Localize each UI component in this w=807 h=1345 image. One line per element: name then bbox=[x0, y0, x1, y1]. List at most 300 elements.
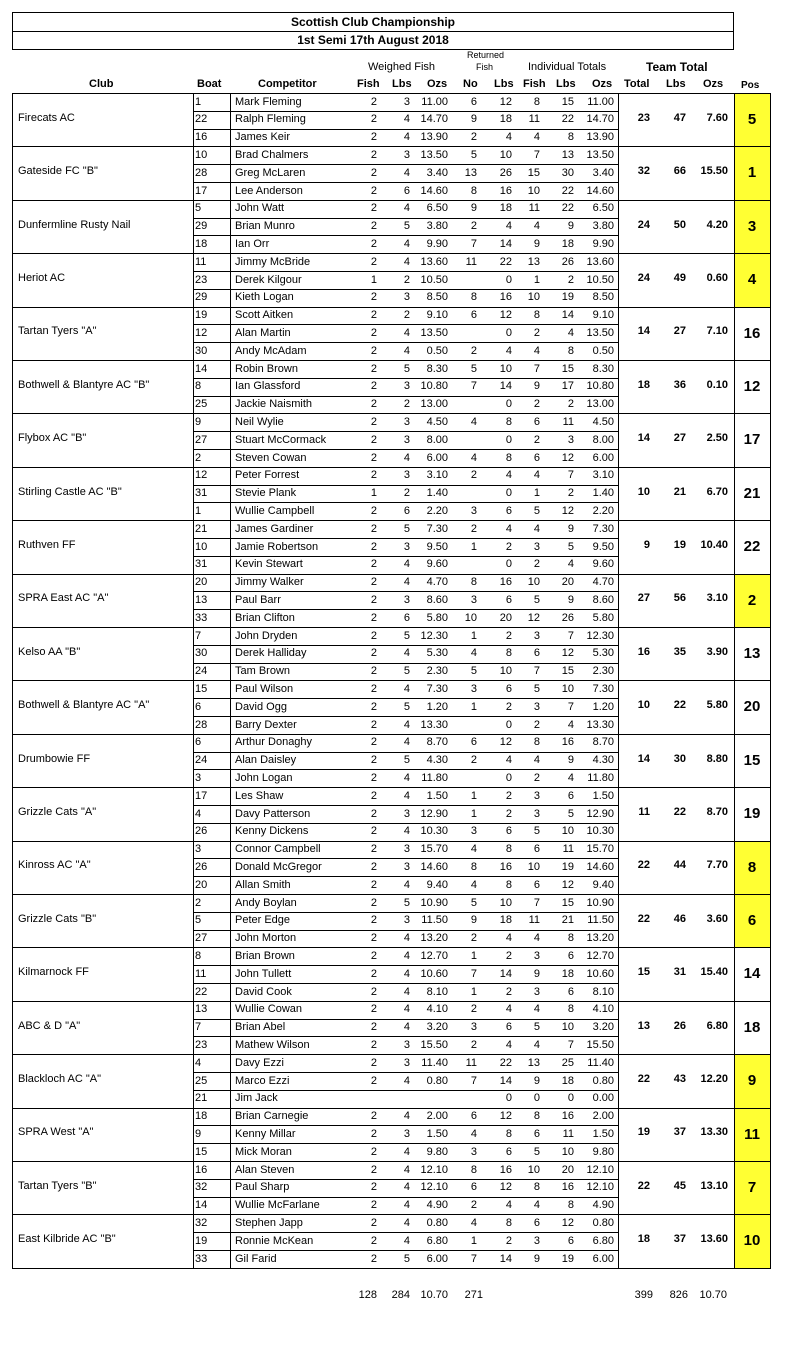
cell-ind-lbs: 5 bbox=[567, 807, 574, 820]
cell-lbs: 4 bbox=[403, 202, 410, 215]
cell-returned-no: 4 bbox=[470, 843, 477, 856]
cell-ind-fish: 15 bbox=[527, 166, 540, 179]
cell-competitor: Kevin Stewart bbox=[235, 558, 303, 571]
position-badge: 19 bbox=[743, 805, 761, 823]
cell-lbs: 3 bbox=[403, 843, 410, 856]
cell-fish: 2 bbox=[370, 860, 377, 873]
cell-returned-lbs: 2 bbox=[505, 700, 512, 713]
cell-ind-fish: 10 bbox=[527, 576, 540, 589]
cell-returned-lbs: 6 bbox=[505, 593, 512, 606]
cell-lbs: 5 bbox=[403, 522, 410, 535]
cell-ind-lbs: 4 bbox=[567, 718, 574, 731]
cell-ind-fish: 6 bbox=[533, 647, 540, 660]
cell-boat: 31 bbox=[195, 487, 208, 500]
cell-competitor: Jackie Naismith bbox=[235, 398, 313, 411]
cell-returned-no: 8 bbox=[470, 291, 477, 304]
cell-ind-lbs: 8 bbox=[567, 1003, 574, 1016]
cell-ind-fish: 8 bbox=[533, 95, 540, 108]
cell-fish: 2 bbox=[370, 967, 377, 980]
team-lbs: 44 bbox=[673, 859, 686, 872]
cell-boat: 20 bbox=[195, 878, 208, 891]
cell-competitor: David Ogg bbox=[235, 700, 287, 713]
cell-ind-fish: 10 bbox=[527, 184, 540, 197]
cell-fish: 2 bbox=[370, 95, 377, 108]
team-total: 14 bbox=[637, 432, 650, 445]
team-ozs: 4.20 bbox=[706, 218, 728, 231]
cell-ind-lbs: 3 bbox=[567, 433, 574, 446]
cell-ind-ozs: 6.00 bbox=[592, 451, 614, 464]
cell-lbs: 3 bbox=[403, 433, 410, 446]
cell-returned-no: 4 bbox=[470, 1127, 477, 1140]
team-total: 19 bbox=[637, 1126, 650, 1139]
cell-ozs: 13.30 bbox=[420, 718, 448, 731]
cell-ind-ozs: 4.90 bbox=[592, 1199, 614, 1212]
cell-ind-lbs: 11 bbox=[562, 1127, 574, 1140]
cell-returned-no bbox=[455, 325, 477, 342]
cell-fish: 2 bbox=[370, 184, 377, 197]
team-lbs: 26 bbox=[673, 1019, 686, 1032]
cell-returned-lbs: 18 bbox=[499, 113, 512, 126]
cell-ind-lbs: 16 bbox=[561, 1181, 574, 1194]
cell-ozs: 12.30 bbox=[420, 629, 448, 642]
cell-boat: 26 bbox=[195, 825, 208, 838]
cell-ozs: 15.70 bbox=[420, 843, 448, 856]
cell-lbs: 4 bbox=[403, 237, 410, 250]
header-team-count: Total bbox=[624, 78, 650, 90]
team-lbs: 31 bbox=[673, 966, 686, 979]
cell-lbs: 4 bbox=[403, 1199, 410, 1212]
cell-ind-lbs: 6 bbox=[567, 949, 574, 962]
cell-returned-lbs: 6 bbox=[505, 825, 512, 838]
cell-ozs: 2.00 bbox=[426, 1110, 448, 1123]
column-divider bbox=[230, 93, 231, 1269]
cell-returned-no: 9 bbox=[470, 113, 477, 126]
cell-ozs: 0.80 bbox=[426, 1074, 448, 1087]
team-lbs: 27 bbox=[673, 325, 686, 338]
cell-ind-ozs: 1.50 bbox=[592, 789, 614, 802]
cell-lbs bbox=[386, 1090, 410, 1107]
cell-ozs: 9.90 bbox=[426, 237, 448, 250]
cell-ind-ozs: 2.30 bbox=[592, 665, 614, 678]
cell-ind-lbs: 7 bbox=[567, 1038, 574, 1051]
cell-ind-fish: 2 bbox=[533, 558, 540, 571]
cell-fish: 2 bbox=[370, 736, 377, 749]
cell-boat: 8 bbox=[195, 380, 202, 393]
position-badge: 18 bbox=[743, 1018, 761, 1036]
club-name: SPRA East AC "A" bbox=[18, 592, 109, 605]
cell-lbs: 4 bbox=[403, 1163, 410, 1176]
team-total: 9 bbox=[643, 538, 650, 551]
cell-ind-lbs: 15 bbox=[561, 665, 574, 678]
cell-fish: 2 bbox=[370, 593, 377, 606]
cell-returned-no: 1 bbox=[470, 789, 477, 802]
cell-ind-lbs: 4 bbox=[567, 326, 574, 339]
cell-lbs: 2 bbox=[403, 487, 410, 500]
team-total: 23 bbox=[637, 111, 650, 124]
cell-fish: 2 bbox=[370, 220, 377, 233]
cell-lbs: 3 bbox=[403, 148, 410, 161]
cell-ind-fish: 1 bbox=[533, 273, 540, 286]
club-name: SPRA West "A" bbox=[18, 1126, 94, 1139]
cell-returned-lbs: 26 bbox=[499, 166, 512, 179]
cell-boat: 12 bbox=[195, 326, 208, 339]
position-badge: 9 bbox=[734, 1055, 770, 1107]
cell-ind-fish: 4 bbox=[533, 1038, 540, 1051]
cell-ind-fish: 3 bbox=[533, 700, 540, 713]
cell-returned-lbs: 2 bbox=[505, 807, 512, 820]
cell-ind-lbs: 10 bbox=[561, 682, 574, 695]
cell-boat: 1 bbox=[195, 504, 202, 517]
cell-ozs: 8.70 bbox=[426, 736, 448, 749]
cell-ind-fish: 4 bbox=[533, 1003, 540, 1016]
cell-ozs: 6.00 bbox=[426, 1252, 448, 1265]
cell-returned-lbs: 8 bbox=[505, 1127, 512, 1140]
club-name: Tartan Tyers "B" bbox=[18, 1179, 97, 1192]
cell-ind-lbs: 6 bbox=[567, 985, 574, 998]
cell-returned-no: 5 bbox=[470, 896, 477, 909]
cell-competitor: Davy Patterson bbox=[235, 807, 311, 820]
cell-ind-fish: 8 bbox=[533, 736, 540, 749]
grand-total-team-ozs: 10.70 bbox=[699, 1289, 727, 1301]
cell-ozs: 12.10 bbox=[420, 1181, 448, 1194]
cell-competitor: Peter Forrest bbox=[235, 469, 300, 482]
cell-returned-lbs: 6 bbox=[505, 1021, 512, 1034]
cell-ind-lbs: 12 bbox=[561, 504, 574, 517]
cell-fish: 2 bbox=[370, 647, 377, 660]
cell-lbs: 3 bbox=[403, 95, 410, 108]
cell-ind-ozs: 9.40 bbox=[592, 878, 614, 891]
cell-lbs: 4 bbox=[403, 131, 410, 144]
cell-boat: 30 bbox=[195, 344, 208, 357]
cell-returned-no: 9 bbox=[470, 202, 477, 215]
header-ozs: Ozs bbox=[427, 78, 448, 90]
cell-returned-no: 2 bbox=[470, 754, 477, 767]
team-total: 22 bbox=[637, 1179, 650, 1192]
cell-boat: 32 bbox=[195, 1216, 208, 1229]
cell-ind-ozs: 3.10 bbox=[592, 469, 614, 482]
cell-returned-lbs: 6 bbox=[505, 682, 512, 695]
cell-returned-no: 7 bbox=[470, 1074, 477, 1087]
cell-ind-ozs: 13.00 bbox=[586, 398, 614, 411]
cell-competitor: Alan Martin bbox=[235, 326, 291, 339]
cell-boat: 22 bbox=[195, 113, 208, 126]
page-title: Scottish Club Championship bbox=[12, 12, 734, 32]
cell-lbs: 4 bbox=[403, 647, 410, 660]
cell-ozs: 14.70 bbox=[420, 113, 448, 126]
cell-ind-lbs: 6 bbox=[567, 789, 574, 802]
cell-ozs: 13.90 bbox=[420, 131, 448, 144]
cell-ind-ozs: 8.00 bbox=[592, 433, 614, 446]
cell-competitor: Donald McGregor bbox=[235, 860, 322, 873]
cell-returned-no: 1 bbox=[470, 540, 477, 553]
cell-ind-ozs: 11.50 bbox=[587, 914, 614, 927]
cell-competitor: Ian Glassford bbox=[235, 380, 301, 393]
cell-ind-ozs: 13.60 bbox=[586, 255, 614, 268]
cell-returned-lbs: 10 bbox=[499, 896, 512, 909]
grand-total-ozs: 10.70 bbox=[420, 1289, 448, 1301]
cell-ozs: 1.20 bbox=[426, 700, 448, 713]
cell-ind-fish: 6 bbox=[533, 1216, 540, 1229]
position-badge: 1 bbox=[734, 147, 770, 199]
cell-returned-lbs: 2 bbox=[505, 540, 512, 553]
cell-ozs: 2.20 bbox=[426, 504, 448, 517]
position-badge: 20 bbox=[743, 698, 761, 716]
cell-competitor: Alan Daisley bbox=[235, 754, 297, 767]
cell-ind-ozs: 12.10 bbox=[586, 1163, 614, 1176]
cell-ind-ozs: 8.30 bbox=[592, 362, 614, 375]
cell-returned-no: 2 bbox=[470, 131, 477, 144]
cell-returned-no: 1 bbox=[470, 700, 477, 713]
cell-returned-no: 6 bbox=[470, 95, 477, 108]
cell-fish: 2 bbox=[370, 1181, 377, 1194]
cell-ind-fish: 7 bbox=[533, 665, 540, 678]
cell-boat: 8 bbox=[195, 949, 202, 962]
cell-ind-fish: 4 bbox=[533, 932, 540, 945]
cell-fish: 2 bbox=[370, 1163, 377, 1176]
cell-competitor: Kenny Dickens bbox=[235, 825, 309, 838]
cell-competitor: Jamie Robertson bbox=[235, 540, 319, 553]
cell-returned-lbs: 12 bbox=[499, 1110, 512, 1123]
table-bottom-border bbox=[12, 1268, 770, 1269]
cell-fish: 2 bbox=[370, 1056, 377, 1069]
header-club: Club bbox=[89, 78, 114, 90]
cell-lbs: 2 bbox=[403, 273, 410, 286]
cell-ind-ozs: 9.90 bbox=[592, 237, 614, 250]
cell-returned-no: 5 bbox=[470, 148, 477, 161]
table-left-border bbox=[12, 93, 13, 1268]
position-badge: 11 bbox=[734, 1109, 770, 1161]
cell-ind-lbs: 11 bbox=[562, 415, 574, 428]
position-badge: 16 bbox=[743, 324, 761, 342]
cell-competitor: John Watt bbox=[235, 202, 285, 215]
cell-lbs: 6 bbox=[403, 184, 410, 197]
position-badge: 4 bbox=[734, 254, 770, 306]
cell-returned-no: 8 bbox=[470, 860, 477, 873]
cell-returned-lbs: 16 bbox=[499, 184, 512, 197]
cell-boat: 22 bbox=[195, 985, 208, 998]
cell-ozs: 12.70 bbox=[420, 949, 448, 962]
cell-boat: 9 bbox=[195, 415, 202, 428]
cell-ind-ozs: 12.90 bbox=[586, 807, 614, 820]
cell-lbs: 5 bbox=[403, 1252, 410, 1265]
cell-boat: 33 bbox=[195, 611, 208, 624]
team-total: 14 bbox=[637, 325, 650, 338]
team-total: 18 bbox=[637, 378, 650, 391]
cell-ind-fish: 2 bbox=[533, 433, 540, 446]
cell-lbs: 3 bbox=[403, 415, 410, 428]
cell-ind-ozs: 10.90 bbox=[586, 896, 614, 909]
cell-ozs: 13.50 bbox=[420, 326, 448, 339]
cell-ind-lbs: 14 bbox=[561, 309, 574, 322]
position-badge: 22 bbox=[743, 538, 761, 556]
cell-returned-no: 2 bbox=[470, 1199, 477, 1212]
team-ozs: 7.70 bbox=[706, 859, 728, 872]
cell-ozs: 0.50 bbox=[426, 344, 448, 357]
cell-lbs: 4 bbox=[403, 1145, 410, 1158]
cell-fish: 2 bbox=[370, 1110, 377, 1123]
cell-returned-lbs: 14 bbox=[499, 380, 512, 393]
cell-ind-ozs: 0.00 bbox=[592, 1092, 614, 1105]
club-name: Drumbowie FF bbox=[18, 752, 91, 765]
cell-ind-fish: 4 bbox=[533, 522, 540, 535]
cell-ind-fish: 10 bbox=[527, 1163, 540, 1176]
cell-returned-lbs: 0 bbox=[505, 398, 512, 411]
club-name: East Kilbride AC "B" bbox=[18, 1233, 116, 1246]
cell-boat: 31 bbox=[195, 558, 208, 571]
cell-ozs: 10.30 bbox=[420, 825, 448, 838]
cell-returned-lbs: 10 bbox=[499, 148, 512, 161]
cell-returned-no: 2 bbox=[470, 932, 477, 945]
cell-ozs: 11.00 bbox=[421, 95, 448, 108]
header-weighed-fish: Weighed Fish bbox=[368, 61, 436, 73]
cell-boat: 21 bbox=[195, 522, 208, 535]
cell-returned-no: 6 bbox=[470, 1110, 477, 1123]
cell-fish: 2 bbox=[370, 148, 377, 161]
cell-lbs: 3 bbox=[403, 860, 410, 873]
cell-competitor: Scott Aitken bbox=[235, 309, 294, 322]
cell-ozs: 10.50 bbox=[420, 273, 448, 286]
cell-boat: 6 bbox=[195, 700, 202, 713]
cell-ozs: 14.60 bbox=[420, 184, 448, 197]
cell-competitor: Wullie McFarlane bbox=[235, 1199, 320, 1212]
cell-ozs: 13.00 bbox=[420, 398, 448, 411]
cell-lbs: 4 bbox=[403, 1021, 410, 1034]
team-ozs: 15.50 bbox=[700, 165, 728, 178]
cell-fish: 2 bbox=[370, 878, 377, 891]
cell-returned-lbs: 12 bbox=[499, 1181, 512, 1194]
cell-ozs: 3.80 bbox=[426, 220, 448, 233]
cell-returned-no: 13 bbox=[464, 166, 477, 179]
cell-ozs: 4.50 bbox=[426, 415, 448, 428]
cell-ind-fish: 3 bbox=[533, 629, 540, 642]
cell-fish: 2 bbox=[370, 1003, 377, 1016]
cell-ind-fish: 9 bbox=[533, 237, 540, 250]
cell-ind-fish: 4 bbox=[533, 469, 540, 482]
cell-ind-lbs: 15 bbox=[561, 896, 574, 909]
cell-ind-ozs: 8.50 bbox=[592, 291, 614, 304]
team-ozs: 7.10 bbox=[706, 325, 728, 338]
cell-competitor: Lee Anderson bbox=[235, 184, 303, 197]
cell-ind-lbs: 19 bbox=[561, 291, 574, 304]
cell-lbs: 4 bbox=[403, 682, 410, 695]
position-badge: 5 bbox=[734, 94, 770, 146]
cell-fish: 2 bbox=[370, 237, 377, 250]
cell-ind-ozs: 0.50 bbox=[592, 344, 614, 357]
cell-boat: 19 bbox=[195, 1234, 208, 1247]
cell-returned-no: 4 bbox=[470, 1216, 477, 1229]
cell-returned-no: 6 bbox=[470, 1181, 477, 1194]
team-ozs: 13.10 bbox=[700, 1179, 728, 1192]
cell-ind-lbs: 11 bbox=[562, 843, 574, 856]
cell-ind-ozs: 7.30 bbox=[592, 682, 614, 695]
team-lbs: 37 bbox=[673, 1233, 686, 1246]
cell-returned-no: 1 bbox=[470, 807, 477, 820]
cell-lbs: 4 bbox=[403, 255, 410, 268]
cell-boat: 19 bbox=[195, 309, 208, 322]
cell-ozs: 12.10 bbox=[420, 1163, 448, 1176]
cell-lbs: 4 bbox=[403, 166, 410, 179]
team-total: 22 bbox=[637, 1072, 650, 1085]
cell-ind-fish: 0 bbox=[533, 1092, 540, 1105]
cell-boat: 29 bbox=[195, 220, 208, 233]
cell-lbs: 4 bbox=[403, 789, 410, 802]
cell-ind-fish: 8 bbox=[533, 1110, 540, 1123]
cell-ind-lbs: 8 bbox=[567, 1199, 574, 1212]
cell-ind-lbs: 10 bbox=[561, 825, 574, 838]
cell-ozs: 9.50 bbox=[426, 540, 448, 553]
cell-ind-fish: 2 bbox=[533, 398, 540, 411]
cell-boat: 11 bbox=[195, 255, 207, 268]
club-name: Heriot AC bbox=[18, 271, 66, 284]
cell-lbs: 5 bbox=[403, 665, 410, 678]
cell-lbs: 3 bbox=[403, 914, 410, 927]
cell-returned-no: 8 bbox=[470, 576, 477, 589]
cell-ind-lbs: 0 bbox=[567, 1092, 574, 1105]
cell-ozs: 8.60 bbox=[426, 593, 448, 606]
cell-ozs: 1.40 bbox=[426, 487, 448, 500]
cell-ozs: 5.30 bbox=[426, 647, 448, 660]
cell-lbs: 5 bbox=[403, 754, 410, 767]
cell-ind-lbs: 26 bbox=[561, 611, 574, 624]
cell-ozs: 11.40 bbox=[421, 1056, 448, 1069]
cell-returned-no: 2 bbox=[470, 469, 477, 482]
team-lbs: 43 bbox=[673, 1072, 686, 1085]
cell-ozs: 13.20 bbox=[420, 932, 448, 945]
cell-competitor: Jimmy Walker bbox=[235, 576, 304, 589]
cell-ind-fish: 4 bbox=[533, 131, 540, 144]
cell-competitor: Mick Moran bbox=[235, 1145, 292, 1158]
cell-returned-lbs: 4 bbox=[505, 220, 512, 233]
cell-ind-lbs: 18 bbox=[561, 967, 574, 980]
cell-returned-lbs: 20 bbox=[499, 611, 512, 624]
cell-ind-fish: 2 bbox=[533, 326, 540, 339]
cell-ozs: 9.40 bbox=[426, 878, 448, 891]
header-boat: Boat bbox=[197, 78, 222, 90]
header-team-total: Team Total bbox=[646, 60, 708, 74]
cell-fish: 2 bbox=[370, 825, 377, 838]
cell-returned-no: 3 bbox=[470, 825, 477, 838]
cell-returned-lbs: 8 bbox=[505, 451, 512, 464]
cell-ind-lbs: 22 bbox=[561, 202, 574, 215]
cell-fish: 2 bbox=[370, 344, 377, 357]
cell-ind-lbs: 30 bbox=[561, 166, 574, 179]
team-total: 10 bbox=[637, 485, 650, 498]
cell-ind-fish: 3 bbox=[533, 807, 540, 820]
cell-lbs: 5 bbox=[403, 700, 410, 713]
cell-returned-lbs: 16 bbox=[499, 1163, 512, 1176]
cell-returned-lbs: 2 bbox=[505, 789, 512, 802]
cell-competitor: Gil Farid bbox=[235, 1252, 277, 1265]
cell-ind-fish: 10 bbox=[527, 860, 540, 873]
cell-ind-fish: 2 bbox=[533, 771, 540, 784]
cell-ozs: 4.90 bbox=[426, 1199, 448, 1212]
cell-fish: 2 bbox=[370, 1145, 377, 1158]
cell-returned-lbs: 4 bbox=[505, 1199, 512, 1212]
team-total: 14 bbox=[637, 752, 650, 765]
cell-competitor: Kieth Logan bbox=[235, 291, 294, 304]
cell-lbs: 5 bbox=[403, 896, 410, 909]
cell-ind-ozs: 13.90 bbox=[586, 131, 614, 144]
cell-ind-ozs: 5.80 bbox=[592, 611, 614, 624]
cell-ind-fish: 13 bbox=[527, 1056, 540, 1069]
cell-ind-ozs: 1.40 bbox=[592, 487, 614, 500]
cell-returned-lbs: 4 bbox=[505, 344, 512, 357]
cell-ind-lbs: 22 bbox=[561, 113, 574, 126]
cell-boat: 15 bbox=[195, 682, 208, 695]
cell-ind-ozs: 0.80 bbox=[592, 1074, 614, 1087]
header-fish: Fish bbox=[357, 78, 380, 90]
cell-ind-lbs: 18 bbox=[561, 237, 574, 250]
